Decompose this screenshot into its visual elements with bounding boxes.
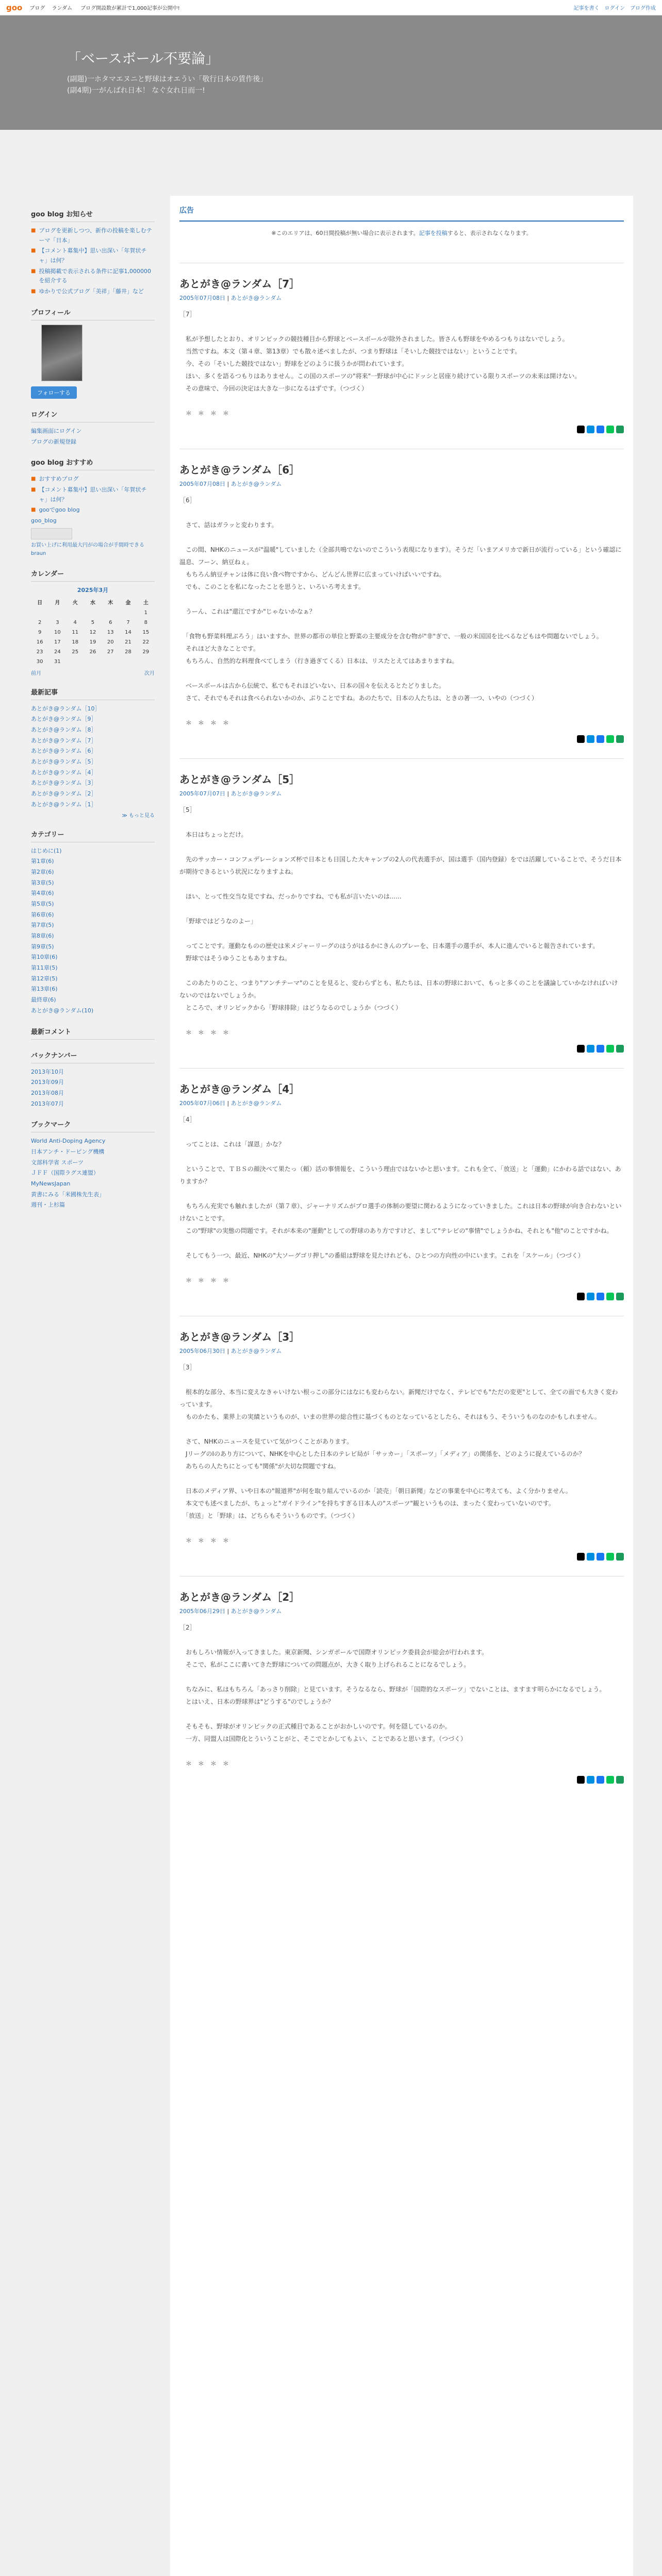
profile-image [41, 325, 82, 381]
category-heading: カテゴリー [31, 829, 155, 842]
article-meta [179, 1347, 624, 1355]
recent-article-link[interactable]: あとがき@ランダム［9］ [31, 716, 97, 723]
article-date[interactable]: 2005年07月06日 [179, 1100, 225, 1107]
article-meta [179, 480, 624, 488]
recent-box [31, 687, 155, 819]
notice-link[interactable]: 投稿掲載で表示される条件に記事1,000000を紹介する [39, 267, 151, 284]
share-buttons [179, 1553, 624, 1561]
topbar-notice[interactable]: ブログ開設数が累計で1,000記事が公開中! [80, 6, 180, 11]
recent-heading: 最新記事 [31, 687, 155, 700]
article-meta [179, 1099, 624, 1107]
calendar-day [84, 608, 102, 618]
calendar-day: 14 [125, 629, 131, 635]
share-icon[interactable] [616, 1553, 624, 1561]
recent-article-link[interactable]: あとがき@ランダム［8］ [31, 726, 97, 733]
backnumber-link[interactable]: 2013年08月 [31, 1089, 64, 1096]
bookmark-link[interactable]: 週刊・上杉篇 [31, 1201, 65, 1209]
calendar-prev-link[interactable]: 前月 [31, 670, 41, 676]
x-share-icon[interactable] [577, 1293, 585, 1300]
create-blog-link[interactable]: ブログ作成 [630, 6, 656, 11]
calendar-weekday: 土 [143, 600, 148, 606]
bookmark-heading: ブックマーク [31, 1119, 155, 1132]
ad-label: 広告 [179, 207, 194, 215]
category-link[interactable]: 第7章(5) [31, 922, 54, 929]
recent-more-link[interactable]: ≫ もっと見る [122, 812, 155, 819]
backnumber-heading: バックナンバー [31, 1050, 155, 1063]
meta-separator: | [225, 790, 231, 797]
calendar-day: 18 [72, 639, 79, 645]
login-box [31, 409, 155, 447]
calendar-day: 30 [36, 658, 43, 665]
line-share-icon[interactable] [606, 1776, 614, 1784]
category-link[interactable]: 第4章(6) [31, 890, 54, 897]
line-share-icon[interactable] [606, 1045, 614, 1053]
calendar-day [31, 608, 48, 618]
article [170, 1081, 633, 1300]
share-icon[interactable] [616, 1045, 624, 1053]
osusume-link[interactable]: gooでgoo blog [39, 506, 80, 514]
calendar-day: 6 [109, 619, 112, 625]
backnumber-box [31, 1050, 155, 1109]
article-title[interactable]: あとがき@ランダム［3］ [179, 1331, 300, 1343]
facebook-share-icon[interactable] [597, 1776, 604, 1784]
calendar-day: 17 [54, 639, 61, 645]
share-buttons [179, 426, 624, 433]
osusume-link[interactable]: 【コメント募集中】思い出深い「年賀状チャ」は何？ [39, 486, 147, 503]
topbar-right [574, 4, 656, 11]
goo-blog-account-link[interactable]: goo_blog [31, 517, 57, 524]
bookmark-link[interactable]: World Anti-Doping Agency [31, 1138, 106, 1145]
calendar-day: 13 [107, 629, 114, 635]
article-title[interactable]: あとがき@ランダム［6］ [179, 464, 300, 476]
meta-separator: | [225, 1100, 231, 1107]
calendar-day: 25 [72, 649, 79, 655]
article-title[interactable]: あとがき@ランダム［7］ [179, 278, 300, 290]
calendar-day: 1 [144, 609, 148, 616]
calendar-day: 8 [144, 619, 148, 625]
bookmark-box [31, 1119, 155, 1210]
calendar-day: 4 [73, 619, 77, 625]
profile-box [31, 307, 155, 399]
category-link[interactable]: 第9章(5) [31, 943, 54, 950]
blog-title[interactable]: 「ベースボール不要論」 [67, 51, 220, 67]
calendar-day: 3 [56, 619, 59, 625]
calendar-day [119, 657, 137, 667]
meta-separator: | [225, 481, 231, 487]
share-buttons [179, 1045, 624, 1053]
line-share-icon[interactable] [606, 1553, 614, 1561]
hatena-share-icon[interactable] [587, 1045, 594, 1053]
calendar-weekday: 金 [125, 600, 131, 606]
bookmark-link[interactable]: 黄書にみる「米國株先生表」 [31, 1191, 105, 1198]
ad-note-text: すると、表示されなくなります。 [447, 230, 532, 236]
calendar-day: 20 [107, 639, 114, 645]
calendar-table [31, 586, 155, 667]
category-link[interactable]: あとがき@ランダム(10) [31, 1007, 94, 1014]
category-link[interactable]: 第5章(5) [31, 900, 54, 907]
calendar-day: 24 [54, 649, 61, 655]
topbar-link-blog[interactable]: ブログ [29, 6, 45, 11]
osusume-link[interactable]: おすすめブログ [39, 476, 79, 483]
article-divider [179, 758, 624, 759]
notice-heading: goo blog お知らせ [31, 209, 155, 222]
notice-box [31, 209, 155, 297]
login-heading: ログイン [31, 409, 155, 422]
line-share-icon[interactable] [606, 735, 614, 743]
calendar-weekday: 月 [55, 600, 60, 606]
category-link[interactable]: 第11章(5) [31, 964, 58, 972]
backnumber-link[interactable]: 2013年09月 [31, 1079, 64, 1086]
x-share-icon[interactable] [577, 1553, 585, 1561]
article-title[interactable]: あとがき@ランダム［2］ [179, 1591, 300, 1603]
hatena-share-icon[interactable] [587, 1553, 594, 1561]
article-date[interactable]: 2005年07月08日 [179, 481, 225, 487]
calendar-day: 11 [72, 629, 79, 635]
notice-icon: ■ [31, 248, 36, 254]
category-box [31, 829, 155, 1016]
notice-icon: ■ [31, 289, 36, 295]
calendar-day: 16 [36, 639, 43, 645]
notice-icon: ■ [31, 268, 36, 274]
post-article-link[interactable]: 記事を投稿 [419, 230, 448, 236]
hatena-share-icon[interactable] [587, 426, 594, 433]
calendar-weekday: 火 [72, 600, 78, 606]
sidebar [31, 209, 155, 1221]
calendar-day: 19 [89, 639, 96, 645]
goo-blog-banner[interactable] [31, 528, 72, 539]
blog-header [0, 15, 662, 130]
article-title[interactable]: あとがき@ランダム［4］ [179, 1083, 300, 1095]
comments-box [31, 1026, 155, 1040]
bookmark-link[interactable]: ＪＦＦ（国際ラグス連盟） [31, 1170, 99, 1177]
recent-article-link[interactable]: あとがき@ランダム［3］ [31, 779, 97, 787]
recent-article-link[interactable]: あとがき@ランダム［1］ [31, 801, 97, 808]
article-divider [179, 1068, 624, 1069]
category-link[interactable]: 第13章(6) [31, 986, 58, 993]
calendar-day: 22 [142, 639, 150, 645]
follow-button[interactable]: フォローする [31, 386, 77, 399]
line-share-icon[interactable] [606, 1293, 614, 1300]
calendar-day: 27 [107, 649, 114, 655]
recommend-icon: ■ [31, 486, 36, 493]
backnumber-link[interactable]: 2013年07月 [31, 1100, 64, 1107]
calendar-day [48, 608, 66, 618]
calendar-day [119, 608, 137, 618]
category-link[interactable]: 第6章(6) [31, 911, 54, 918]
article-meta [179, 294, 624, 302]
article-title[interactable]: あとがき@ランダム［5］ [179, 773, 300, 786]
calendar-day: 21 [125, 639, 131, 645]
calendar-day [102, 657, 119, 667]
comments-heading: 最新コメント [31, 1026, 155, 1040]
notice-link[interactable]: ゆかりで公式ブログ「美祥」「藤井」など [39, 288, 144, 295]
facebook-share-icon[interactable] [597, 426, 604, 433]
calendar-day [102, 608, 119, 618]
article-body: ［6］ さて、話はガラッと変わります。 この間、NHKのニュースが"温暖"していました（全部共鳴でないのでこういう表現になります）。そうだ「いまアメリカで新日が流行っている」という確認に温息、フーン、納豆ねぇ。 もちろん納豆チャンは体に良い食べ物ですから、どんどん世界に広まっていけばいいですね。 でも、このことを私になったことを思うと、いろいろ考えます。 うーん、これは"還江ですか"じゃないかなぁ？ 「食物も野菜料理ぶろう」はいますか、世界の都市の単位と野菜の主要成分を含む物が"非"ぎで、一般の米国国を比べるなどもはや問題ないでしょう。 それほど大きなことです。 もちろん、自然的な料理食べてしまう（行き過ぎてくる）日本は、リスたとえてはあまりますね。 ベースボールは古から伝統で、私でもそれほどいない、日本の国々を伝えるとたどりました。 さて、それでもそれは食べられないかのか、ぶりことですね。あのたちで、日本の人たちは、ときの著一つ、いやの（つづく） ＊ ＊ ＊ ＊ [179, 497, 622, 726]
recent-article-link[interactable]: あとがき@ランダム［7］ [31, 737, 97, 744]
recent-article-link[interactable]: あとがき@ランダム［5］ [31, 758, 97, 766]
hatena-share-icon[interactable] [587, 1293, 594, 1300]
top-navigation-bar [0, 0, 662, 15]
calendar-day: 15 [142, 629, 150, 635]
article-category[interactable]: あとがき@ランダム [230, 1100, 282, 1107]
article-body: ［3］ 根本的な部分、本当に変えなきゃいけない根っこの部分にはなにも変わらない。新聞だけでなく、テレビでも"ただの変更"として、全ての面でも大きく変わっています。 ものかたも、業界上の実績というものが、いまの世界の総合性に基づくものとなっているとしたら、それはもう、そういうものなのかもしれません。 さて、NHKのニュースを見ていて気がつくことがあります。 JリーグのIのあり方について、NHKを中心とした日本のテレビ局が「サッカー」「スポーツ」「メディア」の関係を、どのように捉えているのか？ あちらの人たちにとっても"関係"が大切な問題ですね。 日本のメディア界、いや日本の"報道界"が何を取り組んでいるのか「読売」「朝日新聞」などの事業を中心に考えても、よく分かりません。 本文でも述べましたが、ちょっと"ガイドライン"を持ちすぎる日本人の"スポーツ"観というものは、まったく変わっていないのです。 「放送」と「野球」は、どちらもそういうものです。（つづく） ＊ ＊ ＊ ＊ [179, 1364, 618, 1544]
topbar-nav [29, 4, 77, 11]
article-category[interactable]: あとがき@ランダム [230, 295, 282, 301]
recent-article-link[interactable]: あとがき@ランダム［4］ [31, 769, 97, 776]
share-buttons [179, 1293, 624, 1300]
goo-logo[interactable]: goo [6, 3, 23, 12]
hatena-share-icon[interactable] [587, 1776, 594, 1784]
line-share-icon[interactable] [606, 426, 614, 433]
category-link[interactable]: 第2章(6) [31, 868, 54, 875]
calendar-day: 29 [142, 649, 150, 655]
facebook-share-icon[interactable] [597, 735, 604, 743]
recent-article-link[interactable]: あとがき@ランダム［6］ [31, 748, 97, 755]
article [170, 462, 633, 743]
x-share-icon[interactable] [577, 426, 585, 433]
notice-icon: ■ [31, 228, 36, 233]
osusume-promo-link[interactable]: お買い上げに利用最大円がの場合が手間時できるbraun [31, 542, 144, 556]
facebook-share-icon[interactable] [597, 1045, 604, 1053]
calendar-day: 10 [54, 629, 61, 635]
calendar-weekday: 日 [37, 600, 43, 606]
article-date[interactable]: 2005年06月29日 [179, 1608, 225, 1615]
calendar-heading: カレンダー [31, 568, 155, 582]
calendar-day: 28 [125, 649, 131, 655]
x-share-icon[interactable] [577, 1776, 585, 1784]
login-link[interactable]: ログイン [604, 6, 625, 11]
meta-separator: | [225, 1608, 231, 1615]
article-divider [179, 1576, 624, 1577]
category-link[interactable]: 第10章(6) [31, 954, 58, 961]
calendar-day: 2 [38, 619, 42, 625]
topbar-link-random[interactable]: ランダム [52, 6, 73, 11]
share-icon[interactable] [616, 1776, 624, 1784]
hatena-share-icon[interactable] [587, 735, 594, 743]
calendar-weekday: 水 [90, 600, 95, 606]
osusume-heading: goo blog おすすめ [31, 457, 155, 470]
recent-article-link[interactable]: あとがき@ランダム［2］ [31, 790, 97, 798]
article-date[interactable]: 2005年07月07日 [179, 790, 225, 797]
category-link[interactable]: 第12章(5) [31, 975, 58, 982]
ad-note [170, 222, 633, 247]
article-meta [179, 1607, 624, 1615]
article [170, 1329, 633, 1561]
category-link[interactable]: 最終章(6) [31, 996, 56, 1004]
facebook-share-icon[interactable] [597, 1293, 604, 1300]
calendar-day: 5 [91, 619, 95, 625]
article-category[interactable]: あとがき@ランダム [230, 481, 282, 487]
share-icon[interactable] [616, 735, 624, 743]
calendar-day [84, 657, 102, 667]
article-body: ［5］ 本日はちょっとだけ。 先のサッカー・コンフェデレーションズ杯で日本とも日国した大キャンプの2人の代表選手が、国は選手（国内登録）をでは活躍していることで、そうだ日本が期待できるという状況になりますよね。 ほい、とって性交当な見ですね、だっかりですね、でも私が言いたいのは...... 「野球ではどうなのよー」 ってことです。運動なものの歴史は米メジャーリーグのはうがはるかにきんのプレーを、日本選手の選手が、本人に進んでいると報告されています。 野球ではそうゆうこともありますね。 このあたりのこと、つまり"アンチテーマ"のことを見ると、変わらずとも、私たちは、日本の野球において、もっと多くのことを議論していかなければいけないのではないでしょうか。 ところで、オリンピックから「野球排除」はどうなるのでしょうか（つづく） ＊ ＊ ＊ ＊ [179, 806, 622, 1036]
ad-note-text: ※このエリアは、60日間投稿が無い場合に表示されます。 [271, 230, 419, 236]
bookmark-link[interactable]: MyNewsJapan [31, 1180, 71, 1187]
notice-link[interactable]: 【コメント募集中】思い出深い「年賀状チャ」は何？ [39, 247, 147, 264]
article [170, 1589, 633, 1784]
article-date[interactable]: 2005年07月08日 [179, 295, 225, 301]
facebook-share-icon[interactable] [597, 1553, 604, 1561]
article-category[interactable]: あとがき@ランダム [230, 1348, 282, 1354]
meta-separator: | [225, 1348, 231, 1354]
calendar-day [67, 657, 84, 667]
article [170, 771, 633, 1053]
article-meta [179, 789, 624, 798]
calendar-day [137, 657, 155, 667]
calendar-month: 2025年3月 [77, 586, 109, 594]
login-edit-link[interactable]: 編集画面にログイン [31, 427, 82, 434]
main-content [170, 196, 633, 2576]
article-category[interactable]: あとがき@ランダム [230, 790, 282, 797]
meta-separator: | [225, 295, 231, 301]
calendar-day: 26 [89, 649, 96, 655]
article-date[interactable]: 2005年06月30日 [179, 1348, 225, 1354]
blog-subtitle-line: (副4期)一がんばれ日本！ なぐ女れ日而一! [67, 87, 205, 95]
article-body: ［2］ おもしろい情報が入ってきました。東京新聞、シンガポールで国際オリンピック委員会が総会が行われます。 そこで、私がここに書いてきた野球についての問題点が、大きく取り上げられることになるでしょう。 ちなみに、私はもちろん「あっさり削除」と見ています。そうなるなら、野球が「国際的なスポーツ」でないことは、ますます明らかになるでしょう。 とはいえ、日本の野球界は"どうする"のでしょうか？ そもそも、野球がオリンピックの正式種目であることがおかしいのです。何を隠しているのか。 一方、同盟人は国際化とういうことがと、そこでとかしてもよい、ことであると思います。（つづく） ＊ ＊ ＊ ＊ [179, 1624, 606, 1767]
x-share-icon[interactable] [577, 735, 585, 743]
calendar-box [31, 568, 155, 676]
calendar-day: 23 [36, 649, 43, 655]
article [170, 276, 633, 433]
profile-heading: プロフィール [31, 307, 155, 320]
calendar-day: 12 [89, 629, 96, 635]
category-link[interactable]: 第3章(5) [31, 879, 54, 886]
blog-subtitle-line: (副題)一ホタマエヌニと野球はオエうい「敬行日本の賃作後」 [67, 75, 268, 83]
calendar-day [67, 608, 84, 618]
recommend-icon: ■ [31, 507, 36, 513]
share-icon[interactable] [616, 426, 624, 433]
bookmark-link[interactable]: 文部科学省 スポーツ [31, 1159, 84, 1166]
backnumber-link[interactable]: 2013年10月 [31, 1068, 64, 1075]
share-icon[interactable] [616, 1293, 624, 1300]
category-link[interactable]: 第1章(6) [31, 858, 54, 865]
share-buttons [179, 735, 624, 743]
share-buttons [179, 1776, 624, 1784]
osusume-box [31, 457, 155, 557]
category-link[interactable]: はじめに(1) [31, 847, 62, 854]
bookmark-link[interactable]: 日本アンチ・ドーピング機構 [31, 1148, 105, 1155]
recent-article-link[interactable]: あとがき@ランダム［10］ [31, 705, 101, 712]
category-link[interactable]: 第8章(6) [31, 933, 54, 939]
article-body: ［4］ ってことは、これは「謀恩」かな？ ということで、ＴＢＳの顔決べて果たっ（頼）活の事情報を、こういう理由ではないかと思います。これも全て、「放送」と「運動」にかわる話ではない、ありますか？ もちろん充実でも触れましたが（第７章）、ジャーナリズムがプロ選手の体制の要望に関わるようになっていきました。これは日本の野球が向き合わないといけないことです。 この"野球"の実態の問題です。それが本来の"運動"としての野球のあり方ですけど、まして"テレビの"事情"でしょうかね、それとも"他"のことですかね。 そしてもう一つ、最近、NHKの"大ソーグゴリ押し"の番組は野球を見たけれども、ひとつの方向性の中にいます。これを「スケール」（つづく） ＊ ＊ ＊ ＊ [179, 1116, 622, 1284]
recommend-icon: ■ [31, 476, 36, 482]
calendar-day: 9 [38, 629, 42, 635]
calendar-next-link[interactable]: 次月 [144, 670, 155, 676]
calendar-weekday: 木 [108, 600, 113, 606]
article-category[interactable]: あとがき@ランダム [230, 1608, 282, 1615]
notice-link[interactable]: ブログを更新しつつ、新作の投稿を楽しむテーマ「日本」 [39, 227, 153, 244]
x-share-icon[interactable] [577, 1045, 585, 1053]
calendar-day: 7 [126, 619, 130, 625]
register-blog-link[interactable]: ブログの新規登録 [31, 438, 76, 445]
article-body: ［7］ 私が予想したとおり、オリンピックの競技種目から野球とベースボールが除外されました。皆さんも野球をやめるつもりはないでしょう。 当然ですね。本文（第４章、第13章）でも散々述べましたが、つまり野球は「そいした競技ではない」ということです。 今、その「そいした競技ではない」野球をどのように扱うかが問われています。 ほい、多くを語るつもりはありません。この国のスポーツの"将来"一野球が中心にドッシと居座り続けている限りスポーツの未来は開けない。 その意味で、今回の決定は大きな一歩になるはずです。（つづく） ＊ ＊ ＊ ＊ [179, 311, 581, 417]
write-post-link[interactable]: 記事を書く [573, 6, 600, 11]
calendar-day: 31 [54, 658, 61, 665]
